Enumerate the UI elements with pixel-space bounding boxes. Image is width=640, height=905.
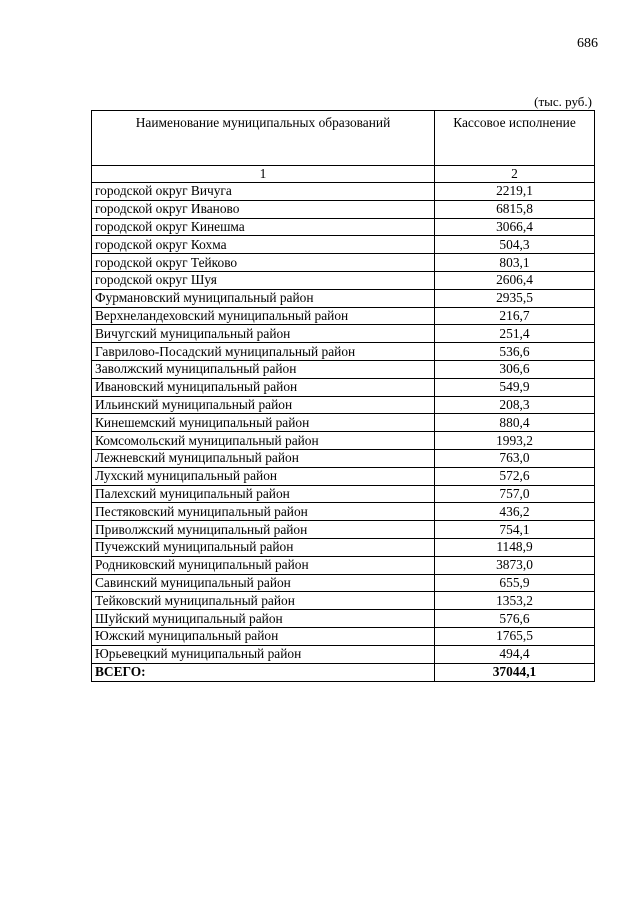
table-row — [92, 378, 595, 396]
column-number-2: 2 — [435, 166, 595, 183]
cash-execution-value: 880,4 — [435, 414, 595, 432]
table-row — [92, 325, 595, 343]
cash-execution-value: 1148,9 — [435, 538, 595, 556]
table-row — [92, 432, 595, 450]
municipality-name: Юрьевецкий муниципальный район — [92, 645, 435, 663]
column-number-row — [92, 166, 595, 183]
municipality-name: Верхнеландеховский муниципальный район — [92, 307, 435, 325]
column-number-1: 1 — [92, 166, 435, 183]
total-value: 37044,1 — [435, 663, 595, 681]
table-row — [92, 627, 595, 645]
municipality-name: Фурмановский муниципальный район — [92, 289, 435, 307]
table-row — [92, 254, 595, 272]
municipality-name: Лухский муниципальный район — [92, 467, 435, 485]
table-row — [92, 556, 595, 574]
cash-execution-value: 754,1 — [435, 521, 595, 539]
table-row — [92, 592, 595, 610]
cash-execution-value: 504,3 — [435, 236, 595, 254]
municipality-name: Комсомольский муниципальный район — [92, 432, 435, 450]
budget-execution-table — [91, 110, 595, 682]
municipality-name: Вичугский муниципальный район — [92, 325, 435, 343]
table-row — [92, 574, 595, 592]
cash-execution-value: 803,1 — [435, 254, 595, 272]
municipality-name: городской округ Тейково — [92, 254, 435, 272]
cash-execution-value: 572,6 — [435, 467, 595, 485]
table-row — [92, 360, 595, 378]
cash-execution-value: 251,4 — [435, 325, 595, 343]
cash-execution-value: 576,6 — [435, 610, 595, 628]
municipality-name: Ивановский муниципальный район — [92, 378, 435, 396]
total-label: ВСЕГО: — [92, 663, 435, 681]
municipality-name: Шуйский муниципальный район — [92, 610, 435, 628]
cash-execution-value: 2219,1 — [435, 183, 595, 201]
units-label: (тыс. руб.) — [534, 94, 592, 109]
municipality-name: Кинешемский муниципальный район — [92, 414, 435, 432]
municipality-name: городской округ Кохма — [92, 236, 435, 254]
municipality-name: Пучежский муниципальный район — [92, 538, 435, 556]
cash-execution-value: 3066,4 — [435, 218, 595, 236]
table-row — [92, 467, 595, 485]
table-row — [92, 396, 595, 414]
cash-execution-value: 6815,8 — [435, 200, 595, 218]
municipality-name: Родниковский муниципальный район — [92, 556, 435, 574]
cash-execution-value: 216,7 — [435, 307, 595, 325]
table-row — [92, 343, 595, 361]
cash-execution-value: 1993,2 — [435, 432, 595, 450]
cash-execution-value: 208,3 — [435, 396, 595, 414]
municipality-name: городской округ Кинешма — [92, 218, 435, 236]
table-row — [92, 183, 595, 201]
municipality-name: Тейковский муниципальный район — [92, 592, 435, 610]
municipality-name: городской округ Шуя — [92, 271, 435, 289]
municipality-name: Палехский муниципальный район — [92, 485, 435, 503]
cash-execution-value: 436,2 — [435, 503, 595, 521]
municipality-name: Пестяковский муниципальный район — [92, 503, 435, 521]
cash-execution-value: 494,4 — [435, 645, 595, 663]
table-row — [92, 414, 595, 432]
table-row — [92, 521, 595, 539]
table-row — [92, 485, 595, 503]
cash-execution-value: 2606,4 — [435, 271, 595, 289]
table-row — [92, 236, 595, 254]
cash-execution-value: 3873,0 — [435, 556, 595, 574]
cash-execution-value: 1765,5 — [435, 627, 595, 645]
cash-execution-value: 757,0 — [435, 485, 595, 503]
municipality-name: Приволжский муниципальный район — [92, 521, 435, 539]
cash-execution-value: 2935,5 — [435, 289, 595, 307]
municipality-name: Лежневский муниципальный район — [92, 449, 435, 467]
table-row — [92, 538, 595, 556]
table-row — [92, 645, 595, 663]
table-row — [92, 449, 595, 467]
table-row — [92, 503, 595, 521]
municipality-name: Заволжский муниципальный район — [92, 360, 435, 378]
cash-execution-value: 549,9 — [435, 378, 595, 396]
cash-execution-value: 1353,2 — [435, 592, 595, 610]
municipality-name: городской округ Иваново — [92, 200, 435, 218]
table-row — [92, 289, 595, 307]
cash-execution-value: 536,6 — [435, 343, 595, 361]
header-cash-execution: Кассовое исполнение — [435, 111, 595, 166]
cash-execution-value: 306,6 — [435, 360, 595, 378]
page-number: 686 — [577, 36, 598, 51]
municipality-name: Савинский муниципальный район — [92, 574, 435, 592]
cash-execution-value: 763,0 — [435, 449, 595, 467]
table-row — [92, 610, 595, 628]
table-row — [92, 271, 595, 289]
header-municipality-name: Наименование муниципальных образований — [92, 111, 435, 166]
cash-execution-value: 655,9 — [435, 574, 595, 592]
table-row — [92, 200, 595, 218]
table-row — [92, 218, 595, 236]
table-row — [92, 307, 595, 325]
total-row — [92, 663, 595, 681]
municipality-name: городской округ Вичуга — [92, 183, 435, 201]
municipality-name: Гаврилово-Посадский муниципальный район — [92, 343, 435, 361]
table-header-row — [92, 111, 595, 166]
municipality-name: Южский муниципальный район — [92, 627, 435, 645]
municipality-name: Ильинский муниципальный район — [92, 396, 435, 414]
